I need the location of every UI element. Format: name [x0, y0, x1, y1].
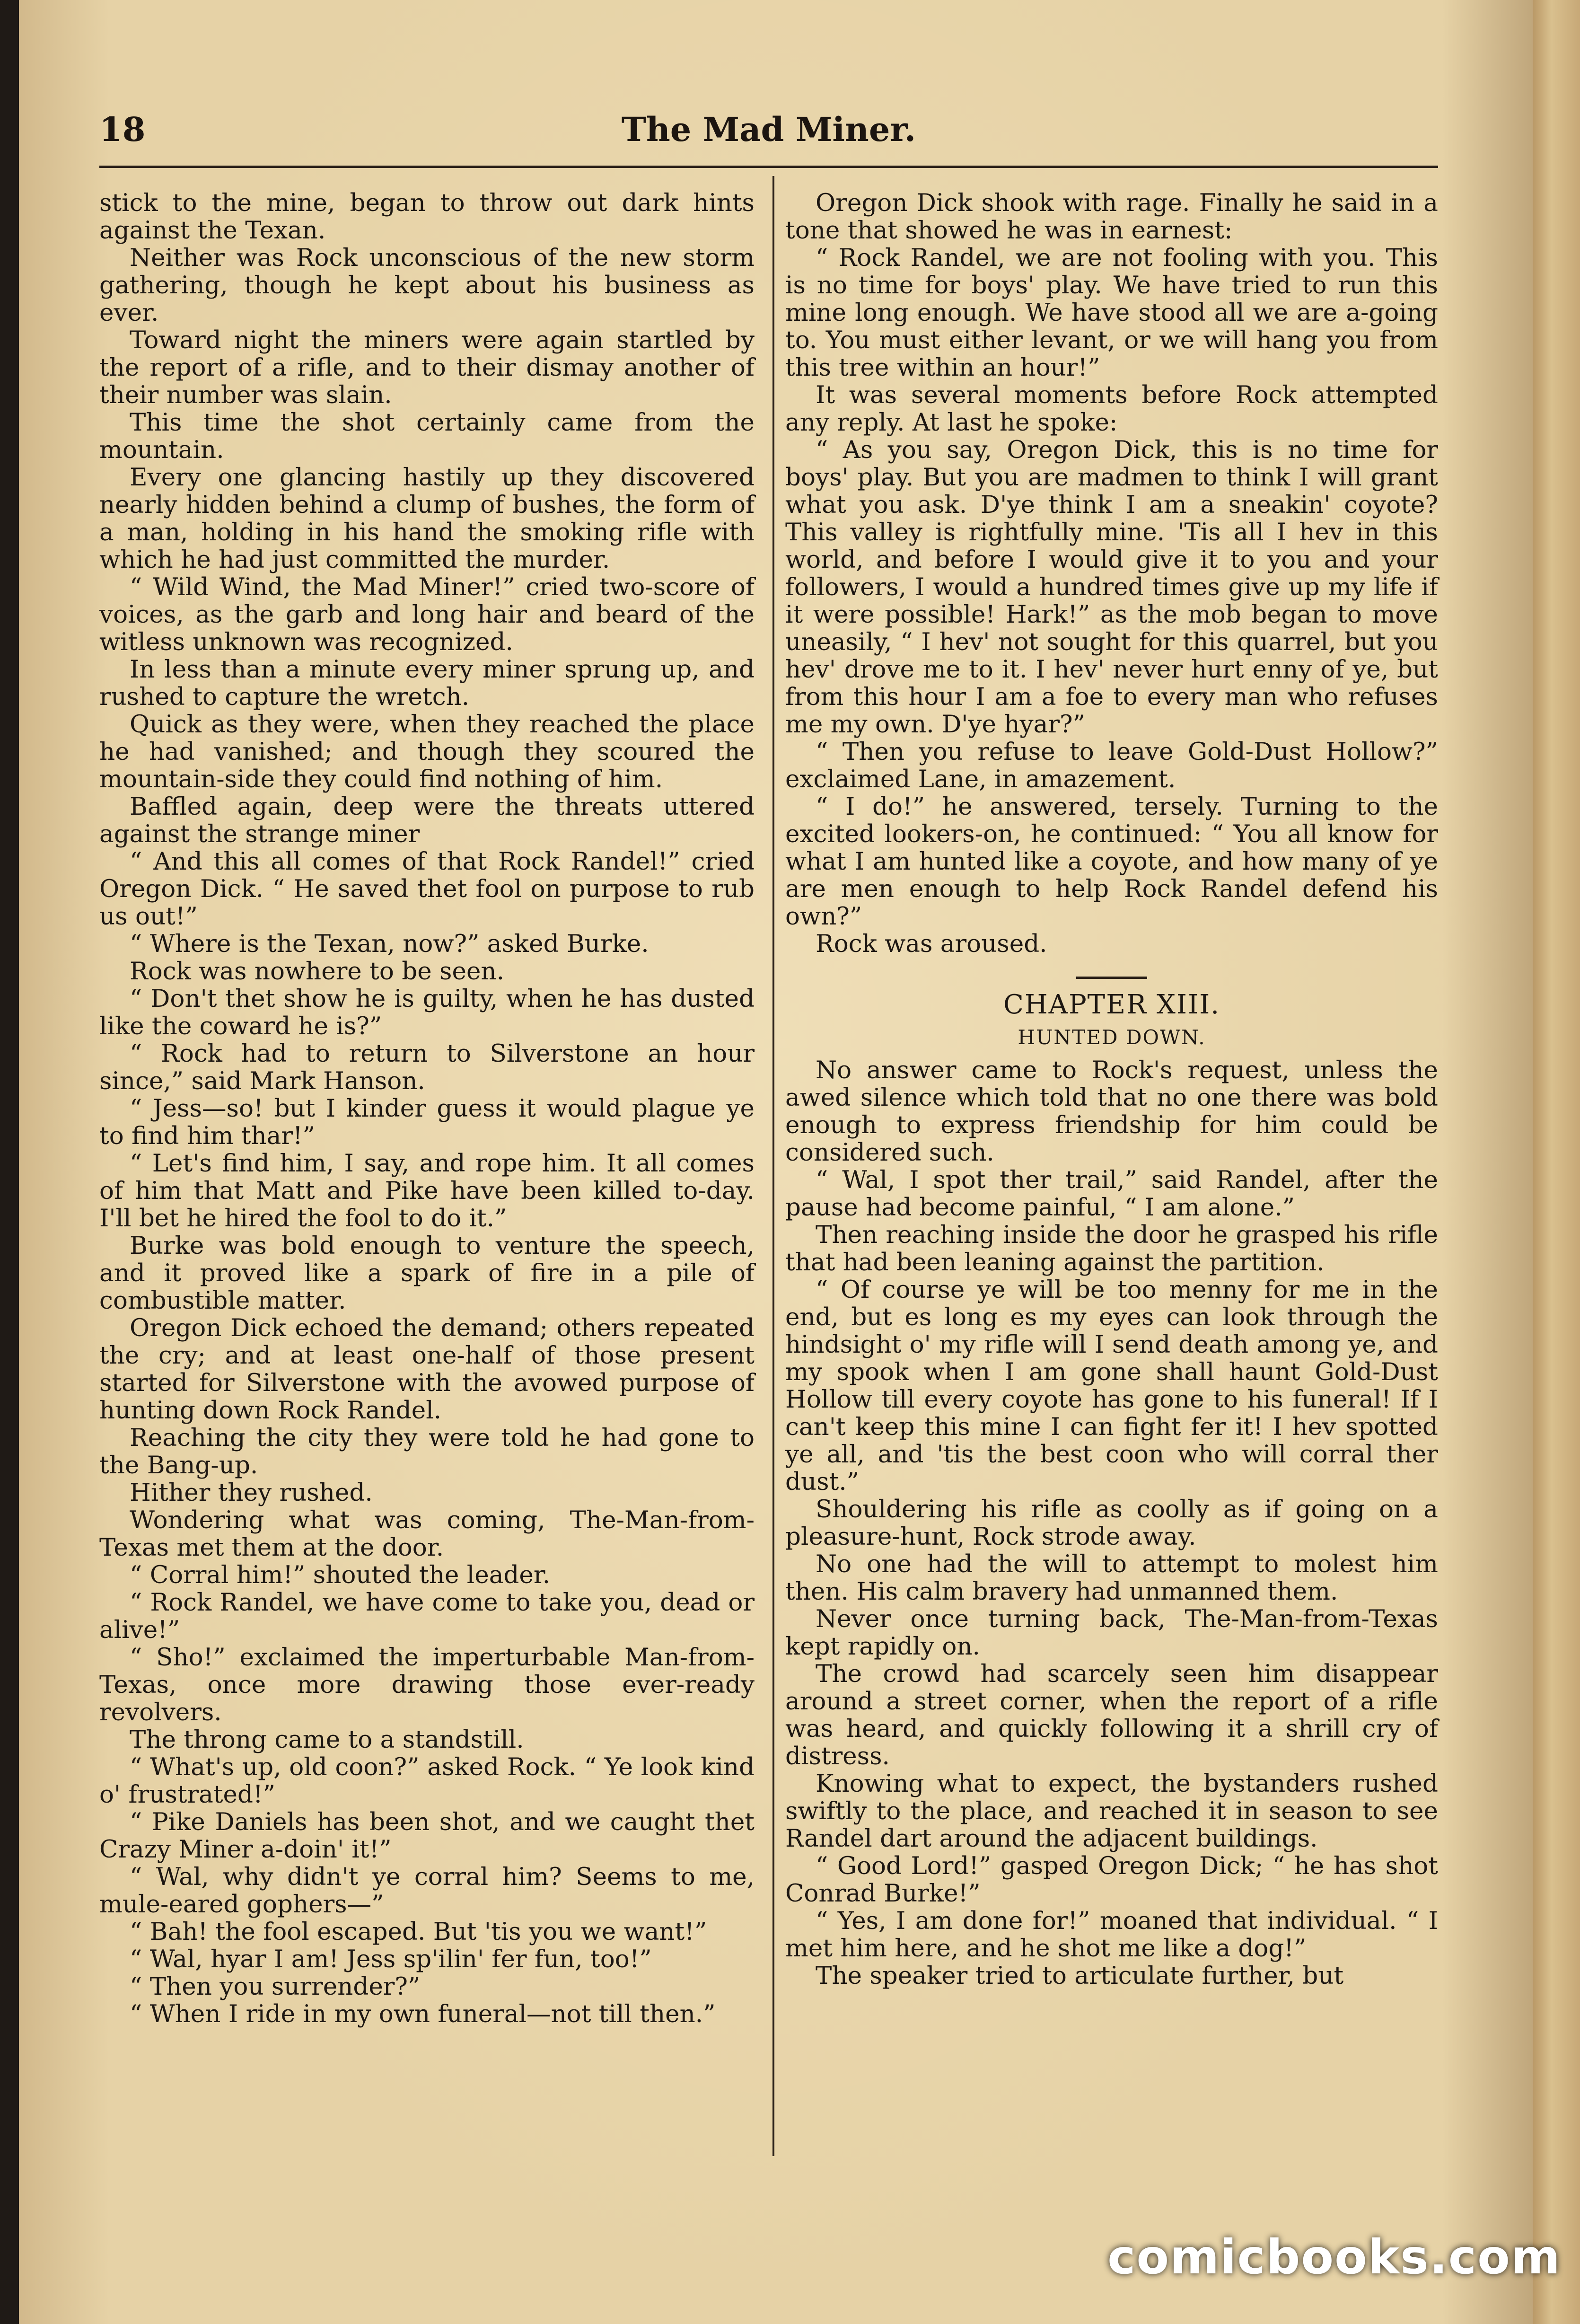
right-column — [785, 189, 1438, 1989]
paragraph: “ Rock had to return to Silverstone an hour since,” said Mark Hanson. — [99, 1039, 755, 1095]
paragraph: Baffled again, deep were the threats uttered against the strange miner — [99, 792, 755, 848]
next-page-edge — [1533, 0, 1580, 2324]
right-column-bottom — [785, 1056, 1438, 1989]
paragraph: Then reaching inside the door he grasped his rifle that had been leaning against the partition. — [785, 1221, 1438, 1276]
paragraph: “ Rock Randel, we are not fooling with you. This is no time for boys' play. We have tried to run this mine long enough. We have stood all we are a-going to. You must either levant, or we will hang you from this tree within an hour!” — [785, 244, 1438, 382]
paragraph: “ Rock Randel, we have come to take you, dead or alive!” — [99, 1588, 755, 1644]
paragraph: “ Wal, why didn't ye corral him? Seems to me, mule-eared gophers—” — [99, 1863, 755, 1919]
paragraph: “ Then you refuse to leave Gold-Dust Hollow?” exclaimed Lane, in amazement. — [785, 738, 1438, 793]
paragraph: Toward night the miners were again startled by the report of a rifle, and to their dismay another of their number was slain. — [99, 326, 755, 409]
column-divider — [772, 176, 774, 2156]
paragraph: The crowd had scarcely seen him disappear around a street corner, when the report of a rifle was heard, and quickly following it a shrill cry of distress. — [785, 1660, 1438, 1770]
paragraph: The speaker tried to articulate further, but — [816, 1962, 1344, 1990]
paragraph: No answer came to Rock's request, unless the awed silence which told that no one there was bold enough to express friendship for him could be considered such. — [785, 1056, 1438, 1167]
paragraph: Oregon Dick shook with rage. Finally he said in a tone that showed he was in earnest: — [785, 189, 1438, 245]
paragraph: “ Wal, I spot ther trail,” said Randel, after the pause had become painful, “ I am alone.” — [785, 1166, 1438, 1222]
paragraph: Quick as they were, when they reached the place he had vanished; and though they scoured the mountain-side they could find nothing of him. — [99, 710, 755, 793]
right-column-top — [785, 189, 1438, 958]
paragraph: Every one glancing hastily up they discovered nearly hidden behind a clump of bushes, the form of a man, holding in his hand the smoking rifle with which he had just committed the murder. — [99, 463, 755, 574]
newspaper-page — [19, 0, 1533, 2324]
paragraph: “ Jess—so! but I kinder guess it would plague ye to find him thar!” — [99, 1094, 755, 1150]
paragraph: “ Good Lord!” gasped Oregon Dick; “ he has shot Conrad Burke!” — [785, 1852, 1438, 1908]
paragraph: “ Of course ye will be too menny for me in the end, but es long es my eyes can look through the hindsight o' my rifle will I send death among ye, and my spook when I am gone shall haunt Gold-Dust Hollow till every coyote has gone to his funeral! If I can't keep this mine I can fight fer it! I hev spotted ye all, and 'tis the best coon who will corral ther dust.” — [785, 1276, 1438, 1496]
paragraph: Hither they rushed. — [130, 1479, 373, 1507]
chapter-subtitle: HUNTED DOWN. — [1018, 1026, 1206, 1049]
paragraph: Burke was bold enough to venture the speech, and it proved like a spark of fire in a pile of combustible matter. — [99, 1232, 755, 1315]
paragraph: “ Wild Wind, the Mad Miner!” cried two-score of voices, as the garb and long hair and beard of the witless unknown was recognized. — [99, 573, 755, 656]
paragraph: “ I do!” he answered, tersely. Turning to the excited lookers-on, he continued: “ You all know for what I am hunted like a coyote, and how many of ye are men enough to help Rock Randel defend his own?” — [785, 792, 1438, 931]
paragraph: In less than a minute every miner sprung up, and rushed to capture the wretch. — [99, 655, 755, 711]
paragraph: “ As you say, Oregon Dick, this is no time for boys' play. But you are madmen to think I will grant what you ask. D'ye think I am a sneakin' coyote? This valley is rightfully mine. 'Tis all I hev in this world, and before I would give it to you and your followers, I would a hundred times give up my life if it were possible! Hark!” as the mob began to move uneasily, “ I hev' not sought for this quarrel, but you hev' drove me to it. I hev' never hurt enny of ye, but from this hour I am a foe to every man who refuses me my own. D'ye hyar?” — [785, 436, 1438, 739]
paragraph: “ Let's find him, I say, and rope him. It all comes of him that Matt and Pike have been killed to-day. I'll bet he hired the fool to do it.” — [99, 1149, 755, 1232]
paragraph: Neither was Rock unconscious of the new storm gathering, though he kept about his business as ever. — [99, 244, 755, 327]
paragraph: Never once turning back, The-Man-from-Texas kept rapidly on. — [785, 1605, 1438, 1661]
paragraph: Reaching the city they were told he had gone to the Bang-up. — [99, 1424, 755, 1479]
header-rule — [99, 166, 1438, 168]
paragraph: “ Then you surrender?” — [130, 1972, 421, 2001]
paragraph: “ Don't thet show he is guilty, when he has dusted like the coward he is?” — [99, 985, 755, 1040]
watermark: comicbooks.com — [1107, 2229, 1561, 2285]
paragraph: “ Pike Daniels has been shot, and we caught thet Crazy Miner a-doin' it!” — [99, 1808, 755, 1864]
paragraph: “ When I ride in my own funeral—not till then.” — [130, 2000, 716, 2028]
paragraph: Oregon Dick echoed the demand; others repeated the cry; and at least one-half of those present started for Silverstone with the avowed purpose of hunting down Rock Randel. — [99, 1314, 755, 1425]
paragraph: “ And this all comes of that Rock Randel!” cried Oregon Dick. “ He saved thet fool on purpose to rub us out!” — [99, 847, 755, 931]
chapter-title: CHAPTER XIII. — [1003, 989, 1220, 1020]
paragraph: The throng came to a standstill. — [130, 1725, 524, 1754]
paragraph: “ Corral him!” shouted the leader. — [130, 1561, 551, 1589]
left-column — [99, 189, 755, 2028]
paragraph: “ What's up, old coon?” asked Rock. “ Ye look kind o' frustrated!” — [99, 1753, 755, 1809]
paragraph: “ Wal, hyar I am! Jess sp'ilin' fer fun, too!” — [130, 1945, 652, 1973]
paragraph: Shouldering his rifle as coolly as if going on a pleasure-hunt, Rock strode away. — [785, 1495, 1438, 1551]
paragraph: “ Sho!” exclaimed the imperturbable Man-from-Texas, once more drawing those ever-ready revolvers. — [99, 1643, 755, 1726]
paragraph: “ Where is the Texan, now?” asked Burke. — [130, 930, 649, 958]
paragraph: “ Yes, I am done for!” moaned that individual. “ I met him here, and he shot me like a dog!” — [785, 1907, 1438, 1963]
chapter-rule — [1076, 977, 1147, 979]
paragraph: Rock was aroused. — [816, 930, 1047, 958]
paragraph: Knowing what to expect, the bystanders rushed swiftly to the place, and reached it in season to see Randel dart around the adjacent buildings. — [785, 1769, 1438, 1853]
paragraph: Rock was nowhere to be seen. — [130, 957, 504, 986]
running-title: The Mad Miner. — [621, 110, 916, 149]
page-header — [99, 110, 1438, 152]
paragraph: This time the shot certainly came from the mountain. — [99, 408, 755, 464]
paragraph: “ Bah! the fool escaped. But 'tis you we want!” — [130, 1918, 707, 1946]
paragraph: No one had the will to attempt to molest him then. His calm bravery had unmanned them. — [785, 1550, 1438, 1606]
paragraph: stick to the mine, began to throw out dark hints against the Texan. — [99, 189, 755, 245]
paragraph: It was several moments before Rock attempted any reply. At last he spoke: — [785, 381, 1438, 437]
page-number: 18 — [99, 110, 146, 149]
paragraph: Wondering what was coming, The-Man-from-Texas met them at the door. — [99, 1506, 755, 1562]
